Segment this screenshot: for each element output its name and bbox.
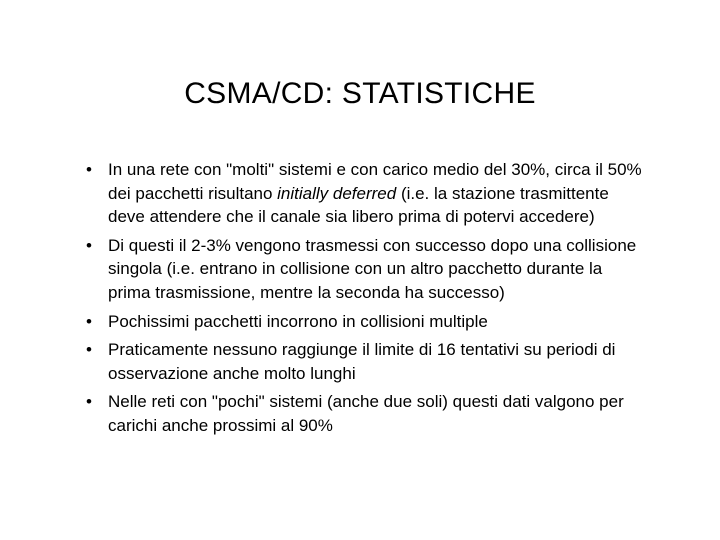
bullet-dot: • bbox=[86, 160, 92, 179]
bullet-item bbox=[84, 234, 644, 305]
bullet-text: (i.e. la stazione trasmittente deve attendere che il canale sia libero prima di potervi accedere) bbox=[108, 183, 609, 227]
bullet-dot: • bbox=[86, 235, 92, 255]
bullet-item bbox=[84, 158, 644, 229]
slide-title: CSMA/CD: STATISTICHE bbox=[184, 77, 536, 110]
bullet-text: Di questi il 2-3% vengono trasmessi con successo dopo una collisione singola (i.e. entrano in collisione con un altro pacchetto durante la prima trasmissione, mentre la seconda ha successo) bbox=[108, 235, 637, 302]
bullet-dot: • bbox=[86, 311, 92, 331]
bullet-item bbox=[84, 390, 644, 437]
bullet-dot: • bbox=[86, 340, 92, 360]
bullet-item bbox=[84, 338, 644, 385]
bullet-emphasis: initially deferred bbox=[277, 183, 397, 203]
bullet-text: Praticamente nessuno raggiunge il limite di 16 tentativi su periodi di osservazione anche molto lunghi bbox=[108, 340, 616, 383]
bullet-text: In una rete con "molti" sistemi e con carico medio del 30%, circa il 50% dei pacchetti risultano bbox=[108, 160, 642, 203]
bullet-item bbox=[84, 310, 644, 334]
bullet-list bbox=[84, 158, 644, 443]
bullet-dot: • bbox=[86, 392, 92, 412]
bullet-text: Pochissimi pacchetti incorrono in collisioni multiple bbox=[108, 311, 488, 331]
bullet-text: Nelle reti con "pochi" sistemi (anche due soli) questi dati valgono per carichi anche prossimi al 90% bbox=[108, 392, 624, 435]
